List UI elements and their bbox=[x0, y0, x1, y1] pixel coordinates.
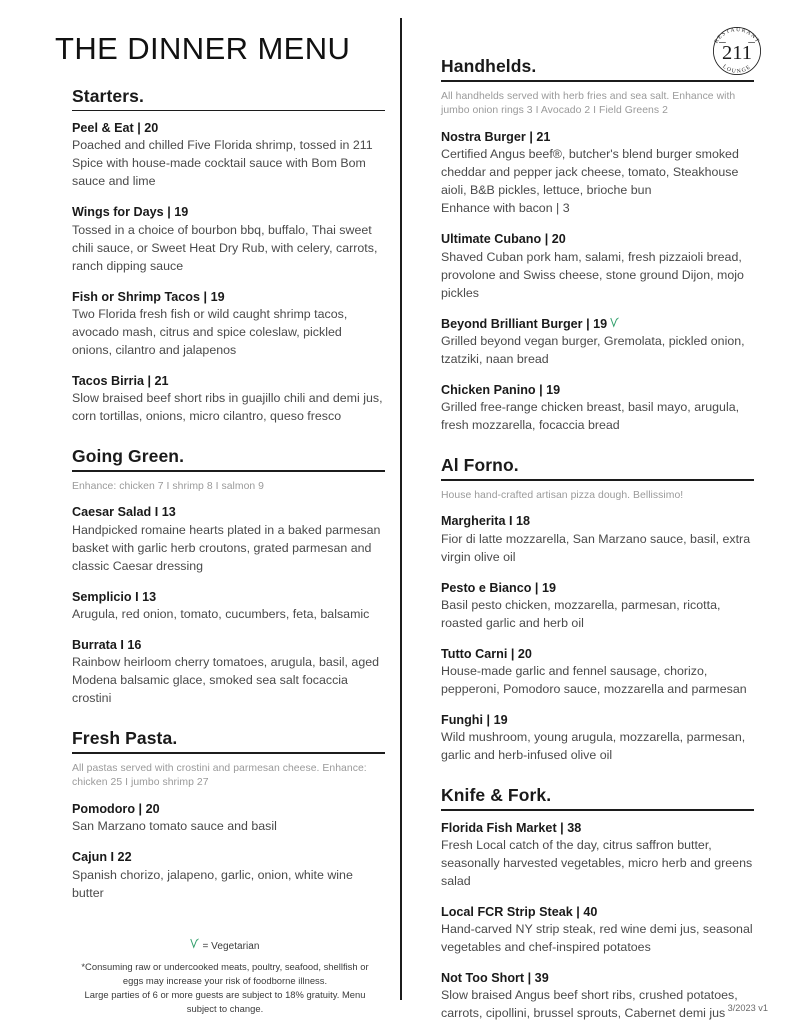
section-heading: Going Green. bbox=[72, 445, 185, 466]
menu-item-name-text: Semplicio I 13 bbox=[72, 589, 157, 604]
section-note: All handhelds served with herb fries and sea salt. Enhance with jumbo onion rings 3 I Avocado 2 I Field Greens 2 bbox=[441, 90, 736, 117]
menu-item bbox=[55, 503, 385, 575]
menu-item-description: Slow braised beef short ribs in guajillo chili and demi jus, corn tortillas, onions, micro cilantro, queso fresco bbox=[72, 391, 383, 423]
menu-item-description: Wild mushroom, young arugula, mozzarella, parmesan, garlic and herb-infused olive oil bbox=[441, 730, 746, 763]
menu-item-name-text: Chicken Panino | 19 bbox=[441, 382, 561, 397]
menu-item-description: Arugula, red onion, tomato, cucumbers, feta, balsamic bbox=[72, 606, 370, 621]
menu-item bbox=[424, 579, 754, 633]
section-heading: Handhelds. bbox=[441, 56, 537, 76]
menu-section bbox=[55, 446, 385, 708]
menu-item-name bbox=[72, 636, 385, 654]
menu-item-description: Grilled free-range chicken breast, basil mayo, arugula, fresh mozzarella, focaccia bread bbox=[441, 399, 740, 432]
menu-item-enhancement: Enhance with bacon | 3 bbox=[441, 201, 570, 216]
disclaimer-line-2: eggs may increase your risk of foodborne illness. bbox=[122, 975, 328, 987]
section-heading: Starters. bbox=[72, 85, 144, 106]
vegetarian-legend-label: = Vegetarian bbox=[202, 941, 260, 952]
menu-item-name bbox=[441, 903, 754, 921]
menu-item-name bbox=[72, 800, 385, 818]
menu-item-name-text: Tutto Carni | 20 bbox=[441, 646, 532, 661]
menu-item-name bbox=[441, 315, 754, 333]
menu-item-description: Slow braised Angus beef short ribs, crushed potatoes, carrots, cipollini, brussel sprouts, Cabernet demi jus bbox=[441, 988, 738, 1021]
column-divider bbox=[400, 18, 402, 1000]
menu-item-name-text: Beyond Brilliant Burger | 19 bbox=[441, 316, 608, 331]
menu-item-name-text: Fish or Shrimp Tacos | 19 bbox=[72, 289, 225, 304]
svg-text:RESTAURANT: RESTAURANT bbox=[713, 27, 761, 45]
menu-item-name bbox=[441, 128, 754, 146]
menu-item-name bbox=[72, 372, 385, 390]
menu-item bbox=[55, 848, 385, 902]
menu-item-description: Basil pesto chicken, mozzarella, parmesan, ricotta, roasted garlic and herb oil bbox=[441, 597, 721, 630]
vegetarian-icon bbox=[610, 317, 619, 328]
menu-item-name bbox=[441, 819, 754, 837]
menu-item-name-text: Cajun I 22 bbox=[72, 850, 132, 865]
menu-item-name-text: Pesto e Bianco | 19 bbox=[441, 580, 557, 595]
section-rule bbox=[441, 809, 754, 811]
menu-item-name bbox=[72, 288, 385, 306]
menu-item bbox=[424, 128, 754, 218]
disclaimer-line-4: subject to change. bbox=[186, 1003, 264, 1015]
vegetarian-legend bbox=[55, 938, 395, 952]
menu-item-name-text: Peel & Eat | 20 bbox=[72, 121, 159, 136]
menu-item-description: San Marzano tomato sauce and basil bbox=[72, 819, 277, 834]
disclaimer-line-3: Large parties of 6 or more guests are subject to 18% gratuity. Menu bbox=[84, 989, 366, 1001]
section-heading: Fresh Pasta. bbox=[72, 727, 178, 748]
section-heading: Knife & Fork. bbox=[441, 785, 552, 806]
menu-section bbox=[55, 728, 385, 903]
menu-item-name-text: Pomodoro | 20 bbox=[72, 802, 160, 817]
menu-item bbox=[55, 119, 385, 191]
menu-item-description: Hand-carved NY strip steak, red wine demi jus, seasonal vegetables and chef-inspired potatoes bbox=[441, 922, 753, 955]
menu-item-name-text: Local FCR Strip Steak | 40 bbox=[441, 904, 598, 919]
menu-item-name bbox=[441, 512, 754, 530]
menu-item-description: Two Florida fresh fish or wild caught shrimp tacos, avocado mash, citrus and spice coleslaw, pickled onions, cilantro and jalapenos bbox=[72, 306, 348, 357]
svg-text:LOUNGE: LOUNGE bbox=[721, 63, 753, 75]
menu-item-description: Shaved Cuban pork ham, salami, fresh pizzaioli bread, provolone and Swiss cheese, stone ground Dijon, mojo pickles bbox=[441, 249, 744, 300]
menu-item bbox=[55, 800, 385, 836]
menu-item-name bbox=[441, 969, 754, 987]
menu-item bbox=[55, 636, 385, 708]
page-title: THE DINNER MENU bbox=[55, 31, 351, 66]
menu-item bbox=[424, 230, 754, 302]
menu-item bbox=[424, 903, 754, 957]
menu-item-description: Grilled beyond vegan burger, Gremolata, pickled onion, tzatziki, naan bread bbox=[441, 333, 745, 366]
section-note: All pastas served with crostini and parmesan cheese. Enhance: chicken 25 I jumbo shrimp 27 bbox=[72, 762, 367, 789]
menu-item-name-text: Nostra Burger | 21 bbox=[441, 130, 551, 145]
menu-item-name bbox=[72, 119, 385, 137]
left-column bbox=[55, 0, 385, 903]
right-column bbox=[424, 0, 754, 1023]
menu-version: 3/2023 v1 bbox=[727, 1003, 768, 1013]
menu-item-description: Poached and chilled Five Florida shrimp, tossed in 211 Spice with house-made cocktail sauce with Bom Bom sauce and lime bbox=[72, 138, 373, 189]
menu-item bbox=[424, 315, 754, 369]
menu-item-description: Fresh Local catch of the day, citrus saffron butter, seasonally harvested vegetables, micro herb and greens salad bbox=[441, 838, 753, 888]
menu-item-name-text: Burrata I 16 bbox=[72, 637, 142, 652]
menu-item bbox=[55, 588, 385, 624]
menu-item-name-text: Tacos Birria | 21 bbox=[72, 373, 169, 388]
menu-item-name bbox=[441, 230, 754, 248]
section-rule bbox=[72, 470, 385, 472]
menu-item-name-text: Not Too Short | 39 bbox=[441, 971, 549, 986]
menu-item-name-text: Florida Fish Market | 38 bbox=[441, 820, 582, 835]
menu-item-name bbox=[441, 645, 754, 663]
section-rule bbox=[441, 80, 754, 82]
menu-item bbox=[424, 512, 754, 566]
menu-item-name bbox=[72, 503, 385, 521]
menu-item-name bbox=[72, 848, 385, 866]
menu-section bbox=[424, 785, 754, 1023]
menu-item-name-text: Funghi | 19 bbox=[441, 712, 508, 727]
menu-item-description: Certified Angus beef®, butcher's blend burger smoked cheddar and pepper jack cheese, tomato, Steakhouse aioli, B&B pickles, lettuce, brioche bun bbox=[441, 147, 739, 198]
menu-item bbox=[55, 288, 385, 360]
menu-item-description: House-made garlic and fennel sausage, chorizo, pepperoni, Pomodoro sauce, mozzarella and parmesan bbox=[441, 664, 747, 696]
section-note: Enhance: chicken 7 I shrimp 8 I salmon 9 bbox=[72, 480, 265, 492]
menu-item-description: Rainbow heirloom cherry tomatoes, arugula, basil, aged Modena balsamic glace, smoked sea salt focaccia crostini bbox=[72, 655, 380, 705]
section-heading: Al Forno. bbox=[441, 454, 519, 475]
menu-item bbox=[424, 381, 754, 435]
menu-item bbox=[55, 203, 385, 275]
menu-item-description: Handpicked romaine hearts plated in a baked parmesan basket with garlic herb croutons, grated parmesan and classic Caesar dressing bbox=[72, 522, 381, 573]
menu-item-name-text: Ultimate Cubano | 20 bbox=[441, 232, 566, 247]
menu-item-name-text: Margherita I 18 bbox=[441, 514, 531, 529]
section-rule bbox=[72, 752, 385, 754]
menu-item-name bbox=[441, 579, 754, 597]
menu-item-name-text: Caesar Salad I 13 bbox=[72, 505, 176, 520]
menu-item-name bbox=[72, 588, 385, 606]
menu-section bbox=[424, 455, 754, 765]
menu-item bbox=[424, 819, 754, 891]
disclaimer-line-1: *Consuming raw or undercooked meats, poultry, seafood, shellfish or bbox=[81, 961, 369, 972]
svg-text:211: 211 bbox=[722, 42, 752, 65]
section-rule bbox=[72, 110, 385, 112]
menu-item-name bbox=[441, 381, 754, 399]
menu-item bbox=[424, 711, 754, 765]
menu-item-description: Fior di latte mozzarella, San Marzano sauce, basil, extra virgin olive oil bbox=[441, 531, 751, 564]
menu-item-description: Tossed in a choice of bourbon bbq, buffalo, Thai sweet chili sauce, or Sweet Heat Dry Rub, with celery, carrots, ranch dipping sauce bbox=[72, 222, 378, 273]
menu-item-name bbox=[72, 203, 385, 221]
menu-section bbox=[55, 86, 385, 426]
menu-item-description: Spanish chorizo, jalapeno, garlic, onion, white wine butter bbox=[72, 867, 353, 900]
menu-item bbox=[55, 372, 385, 426]
vegetarian-icon bbox=[190, 938, 199, 949]
menu-item bbox=[424, 645, 754, 699]
menu-item bbox=[424, 969, 754, 1023]
section-rule bbox=[441, 479, 754, 481]
menu-item-name-text: Wings for Days | 19 bbox=[72, 205, 189, 220]
section-note: House hand-crafted artisan pizza dough. Bellissimo! bbox=[441, 489, 684, 501]
menu-item-name bbox=[441, 711, 754, 729]
menu-section bbox=[424, 56, 754, 435]
